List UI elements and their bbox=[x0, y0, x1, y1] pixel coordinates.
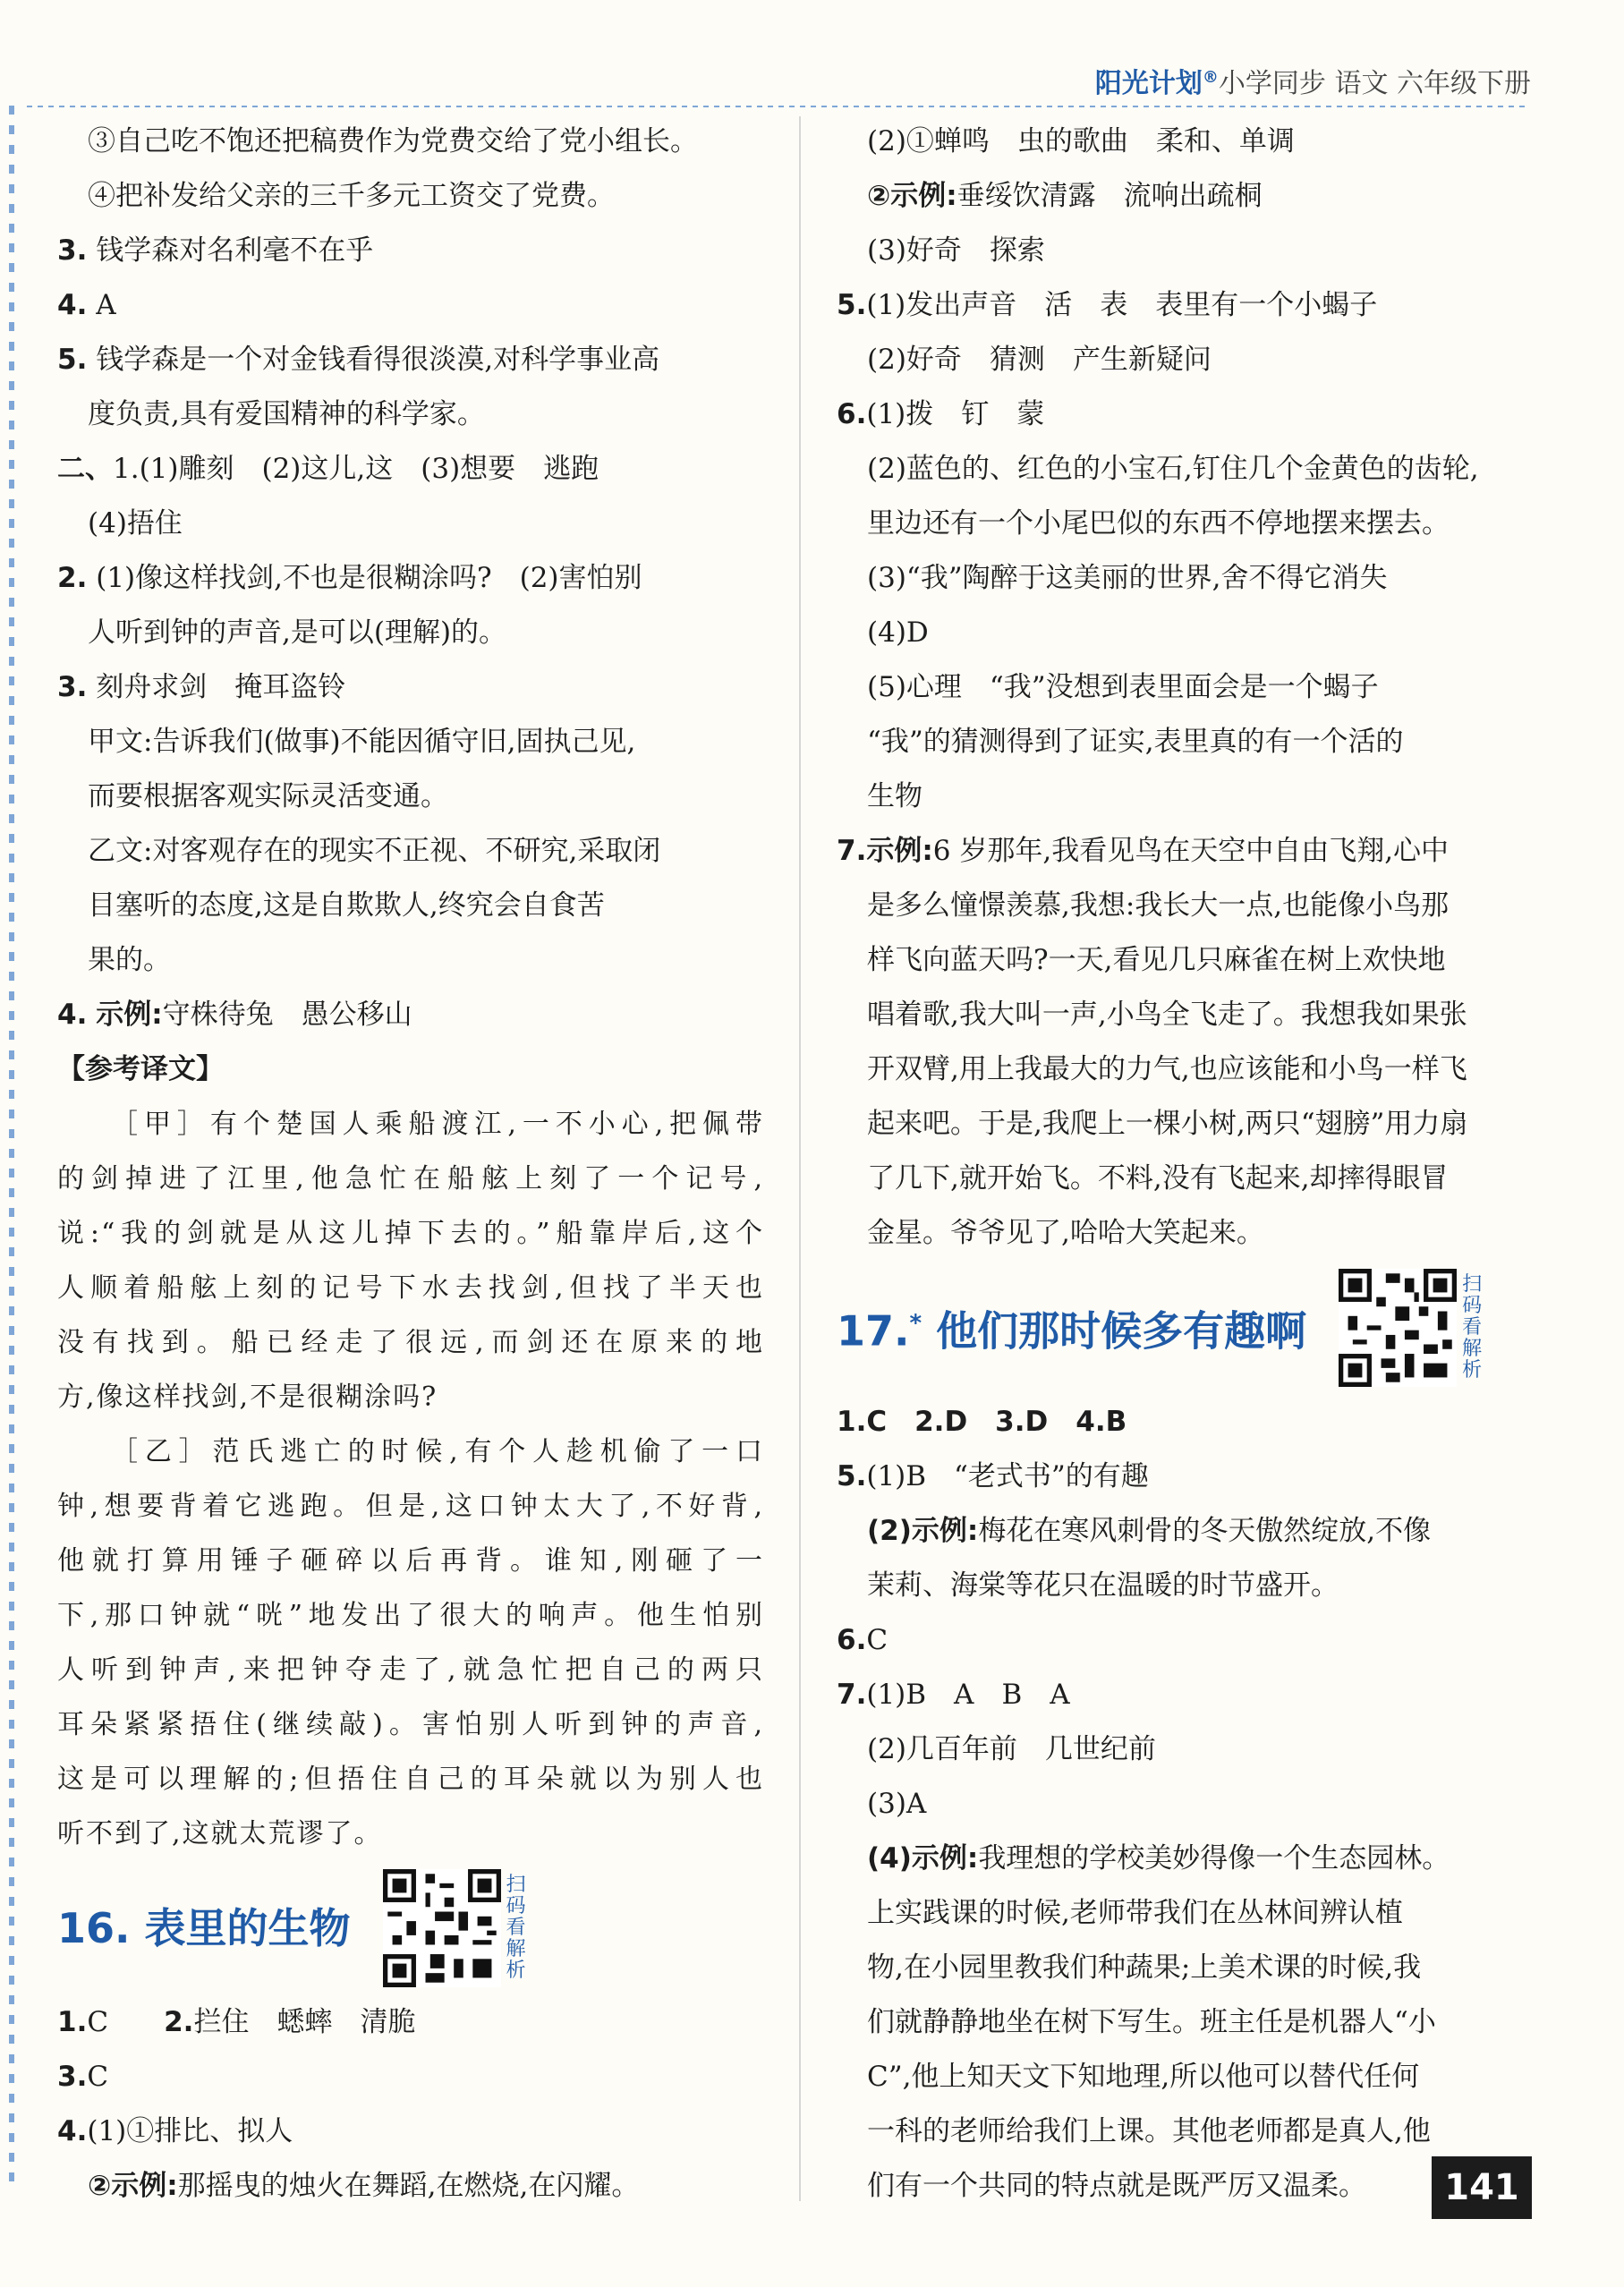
left-margin-bar bbox=[9, 106, 14, 2190]
answer-text: C bbox=[87, 2006, 165, 2038]
answer-line: ③自己吃不饱还把稿费作为党费交给了党小组长。 bbox=[88, 125, 698, 157]
answer-line: 了几下,就开始飞。不料,没有飞起来,却摔得眼冒 bbox=[867, 1162, 1449, 1195]
example-label: 示例: bbox=[96, 999, 163, 1031]
answer-line: “我”的猜测得到了证实,表里真的有一个活的 bbox=[867, 726, 1404, 758]
translation-line: 人听到钟声,来把钟夺走了,就急忙把自己的两只 bbox=[57, 1654, 764, 1686]
answer-text: 刻舟求剑 掩耳盗铃 bbox=[96, 671, 346, 703]
answer-line: C”,他上知天文下知地理,所以他可以替代任何 bbox=[867, 2061, 1420, 2093]
answer-line: 生物 bbox=[867, 780, 923, 812]
answer-line: 开双臂,用上我最大的力气,也应该能和小鸟一样飞 bbox=[867, 1053, 1467, 1085]
answer-line: 金星。爷爷见了,哈哈大笑起来。 bbox=[867, 1217, 1264, 1249]
answer-text: (1)①排比、拟人 bbox=[87, 2115, 293, 2147]
qr-code-icon[interactable] bbox=[1339, 1269, 1457, 1387]
translation-paragraph-b bbox=[57, 1424, 764, 1861]
question-number: 5. bbox=[837, 289, 867, 321]
translation-line: ［甲］有个楚国人乘船渡江,一不小心,把佩带 bbox=[111, 1109, 764, 1140]
answer-line: 目塞听的态度,这是自欺欺人,终究会自食苦 bbox=[88, 889, 605, 922]
answer-text: (1)像这样找剑,不也是很糊涂吗? (2)害怕别 bbox=[96, 562, 642, 594]
translation-line: 说:“我的剑就是从这儿掉下去的。”船靠岸后,这个 bbox=[57, 1218, 764, 1249]
question-number: 2. bbox=[164, 2006, 194, 2038]
answer-line: (3)好奇 探索 bbox=[867, 234, 1045, 267]
question-number: 3. bbox=[57, 2061, 88, 2093]
answer-text: 1.C 2.D 3.D 4.B bbox=[837, 1406, 1127, 1438]
qr-code-icon[interactable] bbox=[383, 1869, 501, 1987]
answer-text: 垂绥饮清露 流响出疏桐 bbox=[957, 180, 1263, 212]
answer-line: 一科的老师给我们上课。其他老师都是真人,他 bbox=[867, 2115, 1431, 2147]
answer-text: 6 岁那年,我看见鸟在天空中自由飞翔,心中 bbox=[932, 835, 1450, 867]
page-number: 141 bbox=[1432, 2156, 1532, 2219]
answer-text: 我理想的学校美妙得像一个生态园林。 bbox=[978, 1842, 1450, 1875]
question-number: 1. bbox=[57, 2006, 88, 2038]
answer-text: C bbox=[87, 2061, 109, 2093]
example-label: ②示例: bbox=[867, 180, 957, 212]
question-number: 5. bbox=[57, 344, 88, 376]
left-column bbox=[57, 115, 764, 2214]
answer-text: (1)发出声音 活 表 表里有一个小蝎子 bbox=[866, 289, 1378, 321]
qr-caption: 扫码看解析 bbox=[506, 1874, 526, 1982]
question-number: 3. bbox=[57, 234, 88, 267]
translation-paragraph-a bbox=[57, 1097, 764, 1424]
translation-line: 钟,想要背着它逃跑。但是,这口钟太大了,不好背, bbox=[57, 1491, 764, 1522]
answer-line: ④把补发给父亲的三千多元工资交了党费。 bbox=[88, 180, 615, 212]
section-number: 二、 bbox=[57, 453, 113, 485]
section-16-header bbox=[57, 1861, 764, 1995]
answer-text: 梅花在寒风刺骨的冬天傲然绽放,不像 bbox=[978, 1515, 1432, 1547]
answer-text: (1)拨 钉 蒙 bbox=[866, 398, 1045, 430]
column-divider bbox=[799, 116, 801, 2201]
answer-line: 物,在小园里教我们种蔬果;上美术课的时候,我 bbox=[867, 1951, 1422, 1984]
answer-line: 果的。 bbox=[88, 944, 171, 976]
answer-line: 甲文:告诉我们(做事)不能因循守旧,固执己见, bbox=[88, 726, 636, 758]
answer-line: (3)A bbox=[867, 1788, 927, 1820]
answer-text: (1)B A B A bbox=[866, 1679, 1070, 1711]
answer-text: 那摇曳的烛火在舞蹈,在燃烧,在闪耀。 bbox=[177, 2170, 640, 2202]
answer-line: 们就静静地坐在树下写生。班主任是机器人“小 bbox=[867, 2006, 1436, 2038]
answer-line: (4)D bbox=[867, 616, 929, 649]
section-title: 16. 表里的生物 bbox=[57, 1903, 351, 1952]
question-number: 7. bbox=[837, 835, 867, 867]
translation-line: 方,像这样找剑,不是很糊涂吗? bbox=[57, 1382, 438, 1413]
example-label: (2)示例: bbox=[867, 1515, 979, 1547]
question-number: 3. bbox=[57, 671, 88, 703]
answer-line: 是多么憧憬羡慕,我想:我长大一点,也能像小鸟那 bbox=[867, 889, 1450, 922]
question-number: 5. bbox=[837, 1460, 867, 1492]
translation-line: 他就打算用锤子砸碎以后再背。谁知,刚砸了一 bbox=[57, 1545, 764, 1577]
answer-line: (2)几百年前 几世纪前 bbox=[867, 1733, 1156, 1765]
answer-line: (2)①蝉鸣 虫的歌曲 柔和、单调 bbox=[867, 125, 1295, 157]
translation-line: 下,那口钟就“咣”地发出了很大的响声。他生怕别 bbox=[57, 1600, 764, 1631]
answer-line: 里边还有一个小尾巴似的东西不停地摆来摆去。 bbox=[867, 507, 1450, 540]
question-number: 7. bbox=[837, 1679, 867, 1711]
answer-line bbox=[837, 1395, 1535, 1450]
translation-line: 耳朵紧紧捂住(继续敲)。害怕别人听到钟的声音, bbox=[57, 1709, 764, 1740]
section-17-header bbox=[837, 1261, 1535, 1395]
answer-text: 守株待兔 愚公移山 bbox=[162, 999, 412, 1031]
answer-line: 度负责,具有爱国精神的科学家。 bbox=[88, 398, 485, 430]
answer-line: (4)捂住 bbox=[88, 507, 183, 540]
qr-caption: 扫码看解析 bbox=[1462, 1273, 1483, 1382]
header-divider bbox=[27, 106, 1530, 107]
translation-line: 没有找到。船已经走了很远,而剑还在原来的地 bbox=[57, 1327, 764, 1358]
example-label: (4)示例: bbox=[867, 1842, 979, 1875]
question-number: 2. bbox=[57, 562, 88, 594]
question-number: 4. bbox=[57, 289, 88, 321]
answer-text: C bbox=[866, 1624, 889, 1656]
answer-line: 起来吧。于是,我爬上一棵小树,两只“翅膀”用力扇 bbox=[867, 1108, 1468, 1140]
question-number: 6. bbox=[837, 1624, 867, 1656]
section-title: 17.* 他们那时候多有趣啊 bbox=[837, 1306, 1307, 1356]
answer-line: 而要根据客观实际灵活变通。 bbox=[88, 780, 448, 812]
answer-text: 拦住 蟋蟀 清脆 bbox=[193, 2006, 416, 2038]
answer-text: 1.(1)雕刻 (2)这儿,这 (3)想要 逃跑 bbox=[113, 453, 599, 485]
answer-line: (2)好奇 猜测 产生新疑问 bbox=[867, 344, 1212, 376]
question-number: 6. bbox=[837, 398, 867, 430]
answer-line: 人听到钟的声音,是可以(理解)的。 bbox=[88, 616, 507, 649]
reference-translation-heading: 【参考译文】 bbox=[57, 1053, 224, 1085]
answer-line: (2)蓝色的、红色的小宝石,钉住几个金黄色的齿轮, bbox=[867, 453, 1479, 485]
answer-line: 唱着歌,我大叫一声,小鸟全飞走了。我想我如果张 bbox=[867, 999, 1467, 1031]
question-number: 4. bbox=[57, 2115, 88, 2147]
page-header bbox=[1095, 61, 1531, 100]
answer-line: (5)心理 “我”没想到表里面会是一个蝎子 bbox=[867, 671, 1379, 703]
answer-text: 钱学森对名利毫不在乎 bbox=[96, 234, 374, 267]
answer-line: 乙文:对客观存在的现实不正视、不研究,采取闭 bbox=[88, 835, 661, 867]
translation-line: 这是可以理解的;但捂住自己的耳朵就以为别人也 bbox=[57, 1764, 764, 1795]
book-info: 小学同步 语文 六年级下册 bbox=[1218, 68, 1531, 99]
answer-line: 们有一个共同的特点就是既严厉又温柔。 bbox=[867, 2170, 1366, 2202]
example-label: 示例: bbox=[866, 835, 933, 867]
translation-line: 听不到了,这就太荒谬了。 bbox=[57, 1818, 383, 1849]
translation-line: ［乙］范氏逃亡的时候,有个人趁机偷了一口 bbox=[111, 1436, 764, 1467]
answer-line: 茉莉、海棠等花只在温暖的时节盛开。 bbox=[867, 1569, 1339, 1602]
answer-text: A bbox=[96, 289, 116, 321]
answer-line: 样飞向蓝天吗?一天,看见几只麻雀在树上欢快地 bbox=[867, 944, 1446, 976]
translation-line: 人顺着船舷上刻的记号下水去找剑,但找了半天也 bbox=[57, 1272, 764, 1304]
question-number: 4. bbox=[57, 999, 88, 1031]
answer-text: 钱学森是一个对金钱看得很淡漠,对科学事业高 bbox=[96, 344, 660, 376]
answer-line: (3)“我”陶醉于这美丽的世界,舍不得它消失 bbox=[867, 562, 1388, 594]
right-column bbox=[837, 115, 1535, 2214]
answer-line: 上实践课的时候,老师带我们在丛林间辨认植 bbox=[867, 1897, 1403, 1929]
brand-name: 阳光计划® bbox=[1094, 68, 1219, 99]
example-label: ②示例: bbox=[88, 2170, 178, 2202]
answer-text: (1)B “老式书”的有趣 bbox=[866, 1460, 1149, 1492]
translation-line: 的剑掉进了江里,他急忙在船舷上刻了一个记号, bbox=[57, 1163, 764, 1195]
